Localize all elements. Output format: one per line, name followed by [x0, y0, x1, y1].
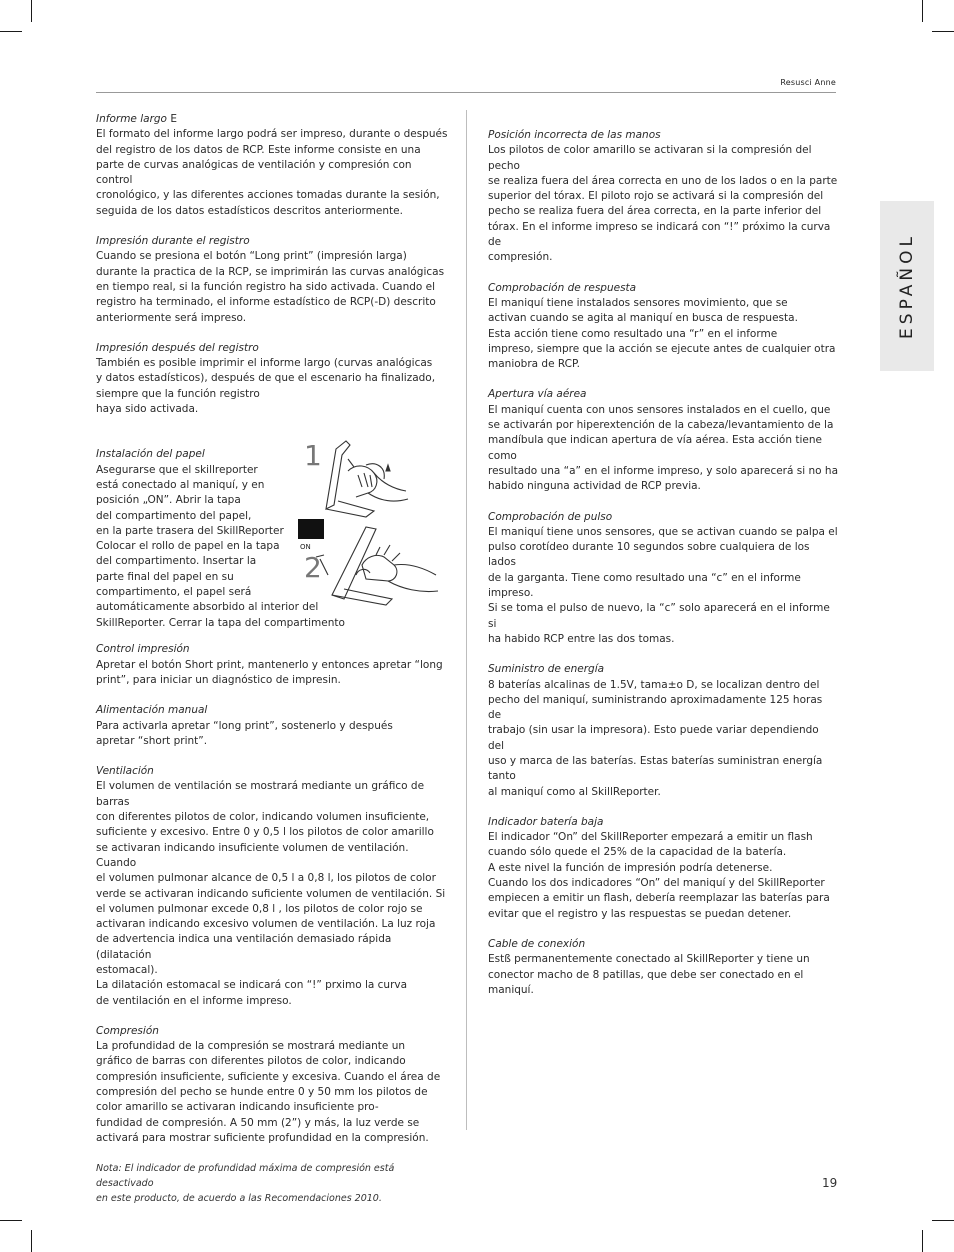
section-title: Apertura vía aérea	[488, 388, 587, 401]
section-control-impresion	[96, 642, 448, 688]
section-title: Comprobación de respuesta	[488, 281, 637, 294]
step-1-label: 1	[304, 439, 322, 473]
section-body-continued: automáticamente absorbido al interior del SkillReporter. Cerrar la tapa del compartimento	[96, 601, 345, 629]
section-body: El indicador “On” del SkillReporter empezará a emitir un flash cuando sólo quede el 25% de la capacidad de la batería. A este nivel la función de impresión podría detenerse. Cuando los dos indicadores “On” del maniquí y del SkillReporter empiecen a emitir un flash, debería reemplazar las baterías para evitar que el registro y las respuestas se puedan detener.	[488, 831, 830, 920]
switch-on-label: ON	[300, 543, 311, 552]
section-body: El maniquí tiene unos sensores, que se activan cuando se palpa el pulso corotídeo durante 10 segundos sobre cualquiera de los lados de la garganta. Tiene como resultado una “c” en el informe impreso. Si se toma el pulso de nuevo, la “c” solo aparecerá en el informe si ha habido RCP entre las dos tomas.	[488, 525, 838, 645]
section-title: Informe largo E	[96, 113, 177, 125]
section-body: También es posible imprimir el informe largo (curvas analógicas y datos estadísticos), después de que el escenario ha finalizado, siempre que la función registro haya sido activada.	[96, 357, 436, 416]
section-informe-largo	[96, 112, 448, 219]
page-number: 19	[822, 1176, 838, 1190]
section-title: Ventilación	[96, 765, 154, 778]
section-title: Impresión durante el registro	[96, 235, 250, 248]
header-rule	[96, 92, 836, 93]
section-body: Estß permanentemente conectado al SkillReporter y tiene un conector macho de 8 patillas, que debe ser conectado en el maniquí.	[488, 953, 810, 996]
crop-mark	[0, 1220, 22, 1221]
crop-mark	[31, 1230, 32, 1252]
crop-mark	[922, 1230, 923, 1252]
power-switch-icon	[298, 519, 324, 539]
paper-installation-illustration	[296, 435, 446, 617]
section-title: Control impresión	[96, 643, 190, 656]
step-2-drawing	[316, 527, 438, 605]
section-ventilacion	[96, 764, 448, 1009]
section-comprobacion-respuesta	[488, 281, 838, 373]
section-title: Indicador batería baja	[488, 815, 604, 828]
section-body: Asegurarse que el skillreporter está conectado al maniquí, y en posición „ON”. Abrir la tapa del compartimento del papel, en la parte trasera del SkillReporter Colocar el rollo de papel en la tapa del compartimento. Insertar la parte final del papel en su compartimento, el papel será	[96, 463, 284, 599]
crop-mark	[0, 31, 22, 32]
section-body: Cuando se presiona el botón “Long print” (impresión larga) durante la practica de la RCP, se imprimirán las curvas analógicas en tiempo real, si la función registro ha sido activada. Cuando el registro ha terminado, el informe estadístico de RCP(-D) descrito anteriormente será impreso.	[96, 250, 445, 324]
step-1-drawing	[326, 441, 408, 517]
section-body: El volumen de ventilación se mostrará mediante un gráfico de barras con diferentes pilotos de color, indicando volumen insuficiente, suficiente y excesivo. Entre 0 y 0,5 l los pilotos de color amarillo se activaran indicando insuficiente volumen de ventilación. Cuando el volumen pulmonar alcance de 0,5 l a 0,8 l, los pilotos de color verde se activaran indicando suficiente volumen de ventilación. Si el volumen pulmonar excede 0,8 l , los pilotos de color rojo se activaran indicando excesivo volumen de ventilación. La luz roja de advertencia indica una ventilación demasiado rápida (dilatación estomacal). La dilatación estomacal se indicará con “!” prximo la curva de ventilación en el informe impreso.	[96, 780, 446, 1007]
section-body: 8 baterías alcalinas de 1.5V, tama±o D, se localizan dentro del pecho del maniquí, suministrando aproximadamente 125 horas de trabajo (sin usar la impresora). Esto puede variar dependiendo del uso y marca de las baterías. Estas baterías suministran energía tanto al maniquí como al SkillReporter.	[488, 678, 823, 798]
section-body: El maniquí cuenta con unos sensores instalados en el cuello, que se activarán por hiperextención de la cabeza/levantamiento de la mandíbula que indican apertura de vía aérea. Esta acción tiene como resultado una “a” en el informe impreso, y solo aparecerá si no ha habido ninguna actividad de RCP previa.	[488, 403, 839, 493]
section-title: Cable de conexión	[488, 937, 586, 950]
language-tab-label: ESPAÑOL	[897, 233, 917, 339]
column-divider	[466, 110, 467, 1130]
section-title: Compresión	[96, 1024, 159, 1037]
section-apertura-via-aerea	[488, 387, 838, 494]
section-title: Comprobación de pulso	[488, 510, 613, 523]
crop-mark	[932, 1220, 954, 1221]
section-compresion	[96, 1024, 448, 1146]
compression-note: Nota: El indicador de profundidad máxima de compresión está desactivado en este producto, de acuerdo a las Recomendaciones 2010.	[96, 1163, 395, 1205]
section-impresion-despues	[96, 341, 448, 417]
section-suministro-energia	[488, 662, 838, 800]
section-title: Suministro de energía	[488, 663, 605, 676]
language-tab	[880, 201, 934, 371]
section-body: Los pilotos de color amarillo se activaran si la compresión del pecho se realiza fuera del área correcta en uno de los lados o en la parte superior del tórax. El piloto rojo se activará si la compresión del pecho se realiza fuera del área correcta, en la parte inferior del tórax. En el informe impreso se indicará con “!” próximo la curva de compresión.	[488, 144, 838, 264]
section-instalacion-papel	[96, 439, 448, 629]
section-alimentacion-manual	[96, 703, 448, 749]
step-2-label: 2	[304, 551, 322, 585]
section-body: La profundidad de la compresión se mostrará mediante un gráfico de barras con diferentes pilotos de color, indicando compresión insuficiente, suficiente y excesiva. Cuando el área de compresión del pecho se hunde entre 0 y 50 mm los pilotos de color amarillo se activaran indicando insuficiente pro- fundidad de compresión. A 50 mm (2”) y más, la luz verde se activará para mostrar suficiente profundidad en la compresión.	[96, 1040, 441, 1144]
section-title: Alimentación manual	[96, 704, 208, 717]
section-title: Posición incorrecta de las manos	[488, 129, 661, 141]
left-column	[96, 112, 448, 1206]
crop-mark	[932, 31, 954, 32]
section-title: Impresión después del registro	[96, 341, 259, 354]
section-body: Apretar el botón Short print, mantenerlo y entonces apretar “long print”, para iniciar un diagnóstico de impresin.	[96, 658, 443, 686]
crop-mark	[31, 0, 32, 22]
right-column	[488, 128, 838, 1013]
section-posicion-manos	[488, 128, 838, 266]
section-indicador-bateria	[488, 815, 838, 922]
section-cable-conexion	[488, 937, 838, 998]
section-body: El maniquí tiene instalados sensores movimiento, que se activan cuando se agita al maniquí en busca de respuesta. Esta acción tiene como resultado una “r” en el informe impreso, siempre que la acción se ejecute antes de cualquier otra maniobra de RCP.	[488, 296, 836, 371]
running-header: Resusci Anne	[780, 78, 836, 87]
section-body: El formato del informe largo podrá ser impreso, durante o después del registro de los datos de RCP. Este informe consiste en una parte de curvas analógicas de ventilación y compresión con control cronológico, y las diferentes acciones tomadas durante la sesión, seguida de los datos estadísticos descritos anteriormente.	[96, 128, 448, 217]
section-body: Para activarla apretar “long print”, sostenerlo y después apretar “short print”.	[96, 719, 393, 747]
crop-mark	[922, 0, 923, 22]
section-title: Instalación del papel	[96, 448, 205, 461]
section-impresion-durante	[96, 234, 448, 326]
section-comprobacion-pulso	[488, 510, 838, 648]
